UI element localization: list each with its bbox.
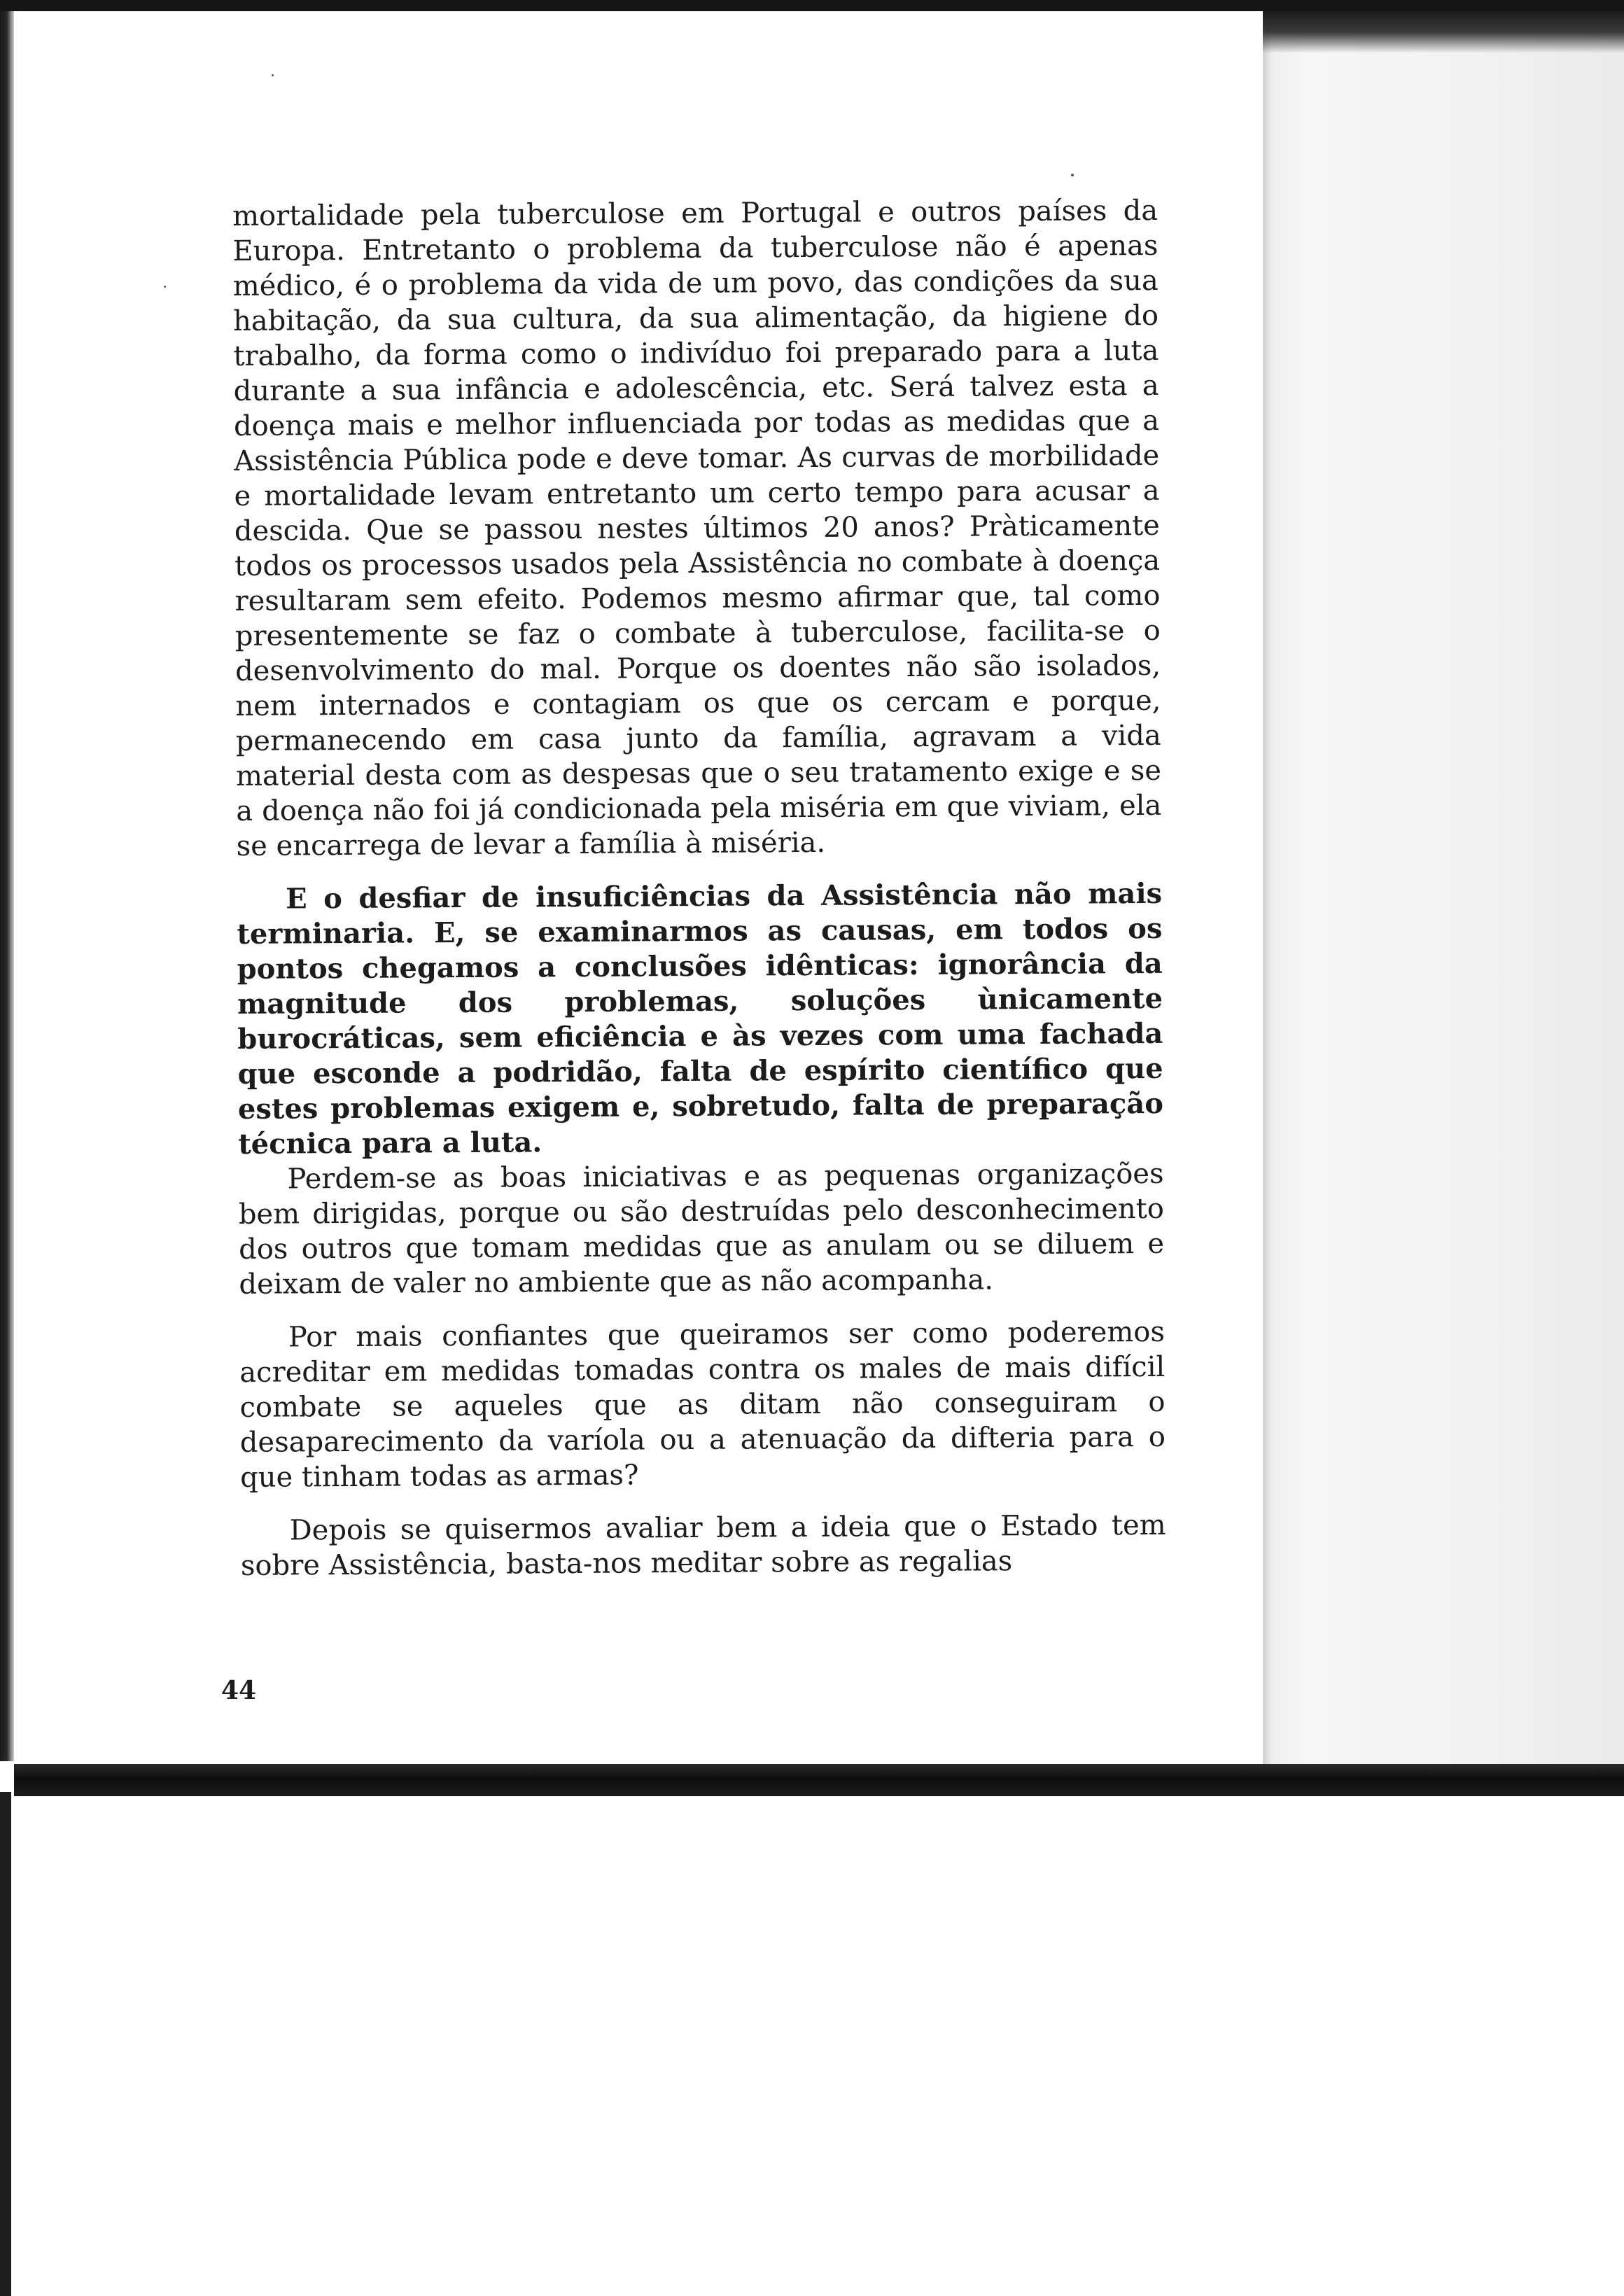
scan-background-right (1263, 11, 1624, 1775)
paragraph: Perdem-se as boas iniciativas e as pequenas organizações bem dirigidas, porque ou são destruídas pelo desconhecimento dos outros que tomam medidas que as anulam ou se diluem e deixam de valer no ambiente que as não acompanha. (238, 1157, 1165, 1301)
scan-speck (164, 286, 166, 288)
scan-edge-top (0, 0, 1624, 11)
paragraph: Por mais confiantes que queiramos ser como poderemos acreditar em medidas tomadas contra os males de mais difícil combate se aqueles que as ditam não conseguiram o desaparecimento da varíola ou a atenuação da difteria para o que tinham todas as armas? (239, 1315, 1166, 1494)
paragraph: Depois se quisermos avaliar bem a ideia que o Estado tem sobre Assistência, basta-nos meditar sobre as regalias (240, 1508, 1166, 1582)
page-body-text (232, 193, 1166, 1583)
scan-background-bottom (11, 1796, 1624, 2296)
scan-shadow-right (1263, 11, 1624, 53)
paragraph-bold: E o desfiar de insuficiências da Assistência não mais terminaria. E, se examinarmos as causas, em todos os pontos chegamos a conclusões idênticas: ignorância da magnitude dos problemas, soluções ùnicamente burocráticas, sem eficiência e às vezes com uma fachada que esconde a podridão, falta de espírito científico que estes problemas exigem e, sobretudo, falta de preparação técnica para a luta. (237, 876, 1164, 1161)
scan-edge-left-lower (0, 1792, 11, 2296)
scan-speck (272, 74, 274, 76)
scan-edge-left (0, 11, 14, 1761)
scan-edge-bottom (14, 1764, 1624, 1796)
book-page (14, 11, 1263, 1764)
paragraph-continuation: mortalidade pela tuberculose em Portugal e outros países da Europa. Entretanto o problema da tuberculose não é apenas médico, é o problema da vida de um povo, das condições da sua habitação, da sua cultura, da sua alimentação, da higiene do trabalho, da forma como o indivíduo foi preparado para a luta durante a sua infância e adolescência, etc. Será talvez esta a doença mais e melhor influenciada por todas as medidas que a Assistência Pública pode e deve tomar. As curvas de morbilidade e mortalidade levam entretanto um certo tempo para acusar a descida. Que se passou nestes últimos 20 anos? Pràticamente todos os processos usados pela Assistência no combate à doença resultaram sem efeito. Podemos mesmo afirmar que, tal como presentemente se faz o combate à tuberculose, facilita-se o desenvolvimento do mal. Porque os doentes não são isolados, nem internados e contagiam os que os cercam e porque, permanecendo em casa junto da família, agravam a vida material desta com as despesas que o seu tratamento exige e se a doença não foi já condicionada pela miséria em que viviam, ela se encarrega de levar a família à miséria. (232, 194, 1162, 862)
page-number: 44 (221, 1676, 257, 1705)
scan-speck (1071, 174, 1074, 176)
